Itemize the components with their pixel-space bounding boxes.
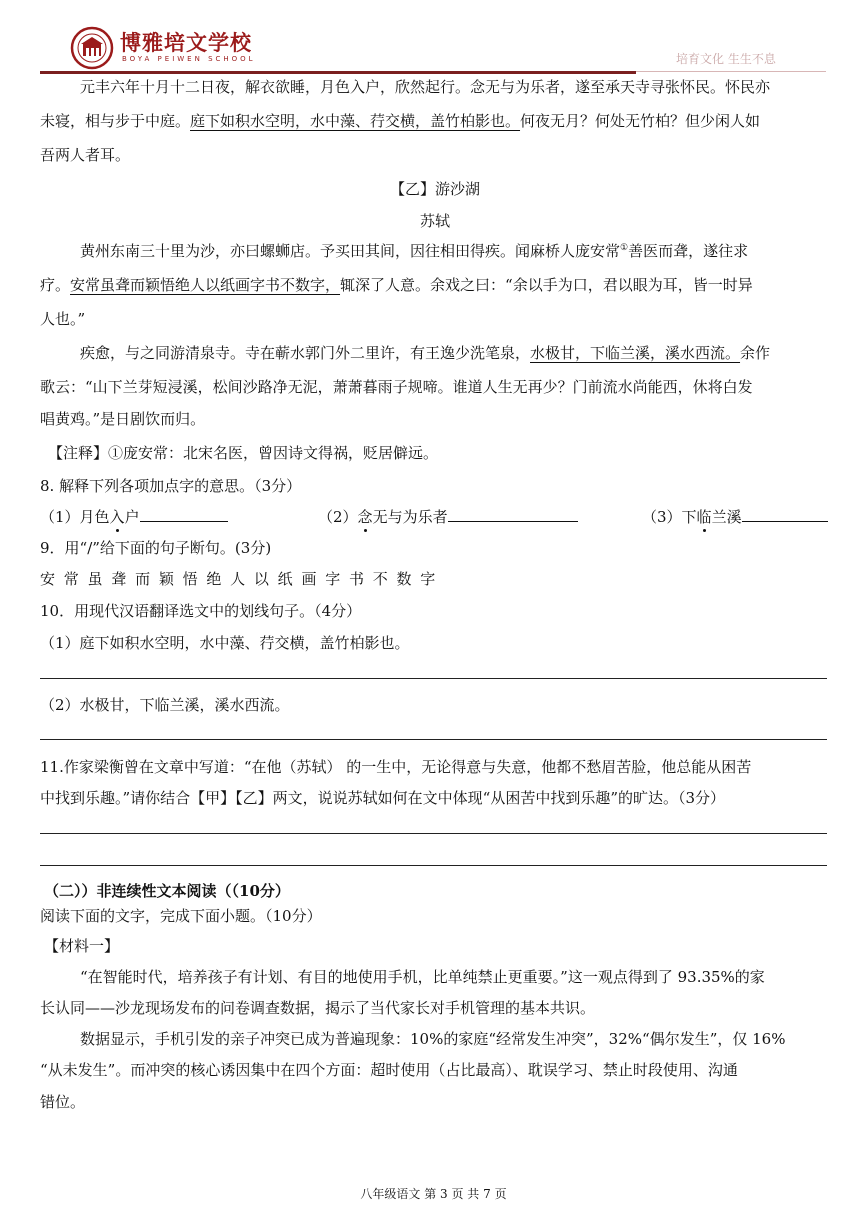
footnote-marker: ① <box>620 243 629 253</box>
question-9-text: 安 常 虽 聋 而 颖 悟 绝 人 以 纸 画 字 书 不 数 字 <box>40 570 438 588</box>
material-2-line-1: 数据显示，手机引发的亲子冲突已成为普遍现象：10%的家庭“经常发生冲突”，32%“偶尔发生”，仅 16% <box>80 1030 786 1048</box>
yi-underlined-sentence-1: 安常虽聋而颖悟绝人以纸画字书不数字， <box>70 276 341 294</box>
question-10-item-2: （2）水极甘，下临兰溪，溪水西流。 <box>40 696 290 714</box>
page-header <box>0 0 867 80</box>
yi-underlined-sentence-2: 水极甘，下临兰溪，溪水西流。 <box>530 344 741 362</box>
jia-underlined-sentence: 庭下如积水空明，水中藻、荇交横，盖竹柏影也。 <box>190 112 521 130</box>
question-11-line-1: 11.作家梁衡曾在文章中写道：“在他（苏轼） 的一生中，无论得意与失意，他都不愁眉苦脸，他总能从困苦 <box>40 758 752 776</box>
yi-p1-line-2: 疗。安常虽聋而颖悟绝人以纸画字书不数字，辄深了人意。余戏之曰：“余以手为口，君以眼为耳，皆一时异 <box>40 276 753 294</box>
jia-line-2: 未寝，相与步于中庭。庭下如积水空明，水中藻、荇交横，盖竹柏影也。何夜无月？何处无竹柏？但少闲人如 <box>40 112 761 130</box>
answer-blank[interactable] <box>742 505 828 522</box>
section-2-heading: （二））非连续性文本阅读（（10分） <box>44 882 290 900</box>
section-2-instruction: 阅读下面的文字，完成下面小题。（10分） <box>40 907 322 925</box>
question-10: 10．用现代汉语翻译选文中的划线句子。（4分） <box>40 602 362 620</box>
yi-p2-line-1: 疾愈，与之同游清泉寺。寺在蕲水郭门外二里许，有王逸少洗笔泉，水极甘，下临兰溪，溪水西流。余作 <box>80 344 771 362</box>
answer-line[interactable] <box>40 865 827 866</box>
question-8: 8. 解释下列各项加点字的意思。（3分） <box>40 477 302 495</box>
question-10-item-1: （1）庭下如积水空明，水中藻、荇交横，盖竹柏影也。 <box>40 634 410 652</box>
answer-blank[interactable] <box>140 505 228 522</box>
material-1-line-2: 长认同——沙龙现场发布的问卷调查数据，揭示了当代家长对手机管理的基本共识。 <box>40 999 596 1017</box>
material-2-line-2: “从未发生”。而冲突的核心诱因集中在四个方面：超时使用（占比最高）、耽误学习、禁止时段使用、沟通 <box>40 1061 738 1079</box>
school-name-en: BOYA PEIWEN SCHOOL <box>122 55 256 63</box>
material-2-line-3: 错位。 <box>40 1093 86 1111</box>
question-11-line-2: 中找到乐趣。”请你结合【甲】【乙】两文，说说苏轼如何在文中体现“从困苦中找到乐趣”的旷达。（3分） <box>40 789 726 807</box>
school-slogan: 培育文化 生生不息 <box>676 52 776 66</box>
material-1-line-1: “在智能时代，培养孩子有计划、有目的地使用手机，比单纯禁止更重要。”这一观点得到了 93.35%的家 <box>80 968 765 986</box>
yi-p2-line-3: 唱黄鸡。”是日剧饮而归。 <box>40 410 206 428</box>
header-rule-dark <box>40 71 636 74</box>
answer-line[interactable] <box>40 678 827 679</box>
header-rule-light <box>636 71 826 72</box>
page-number: 八年级语文 第 3 页 共 7 页 <box>360 1187 507 1201</box>
yi-p1-line-1: 黄州东南三十里为沙，亦曰螺蛳店。予买田其间，因往相田得疾。闻麻桥人庞安常①善医而聋，遂往求 <box>80 242 749 260</box>
yi-author: 苏轼 <box>419 212 450 230</box>
jia-line-1: 元丰六年十月十二日夜，解衣欲睡，月色入户，欣然起行。念无与为乐者，遂至承天寺寻张怀民。怀民亦 <box>80 78 771 96</box>
yi-annotation: 【注释】①庞安常：北宋名医，曾因诗文得祸，贬居僻远。 <box>48 444 439 462</box>
question-8-item-3: （3）下临兰溪 <box>642 505 828 527</box>
answer-line[interactable] <box>40 739 827 740</box>
question-8-item-1: （1）月色入户 <box>40 505 228 527</box>
question-8-item-2: （2）念无与为乐者 <box>318 505 578 527</box>
jia-line-3: 吾两人者耳。 <box>40 146 131 164</box>
yi-title: 【乙】游沙湖 <box>389 180 480 198</box>
yi-p2-line-2: 歌云：“山下兰芽短浸溪，松间沙路净无泥，萧萧暮雨子规啼。谁道人生无再少？门前流水尚能西，休将白发 <box>40 378 753 396</box>
material-1-label: 【材料一】 <box>44 937 120 955</box>
answer-blank[interactable] <box>448 505 578 522</box>
question-9: 9．用“/”给下面的句子断句。(3分) <box>40 539 272 557</box>
school-name: 博雅培文学校 <box>120 30 252 55</box>
school-seal-icon <box>70 26 114 70</box>
yi-p1-line-3: 人也。” <box>40 310 86 328</box>
answer-line[interactable] <box>40 833 827 834</box>
